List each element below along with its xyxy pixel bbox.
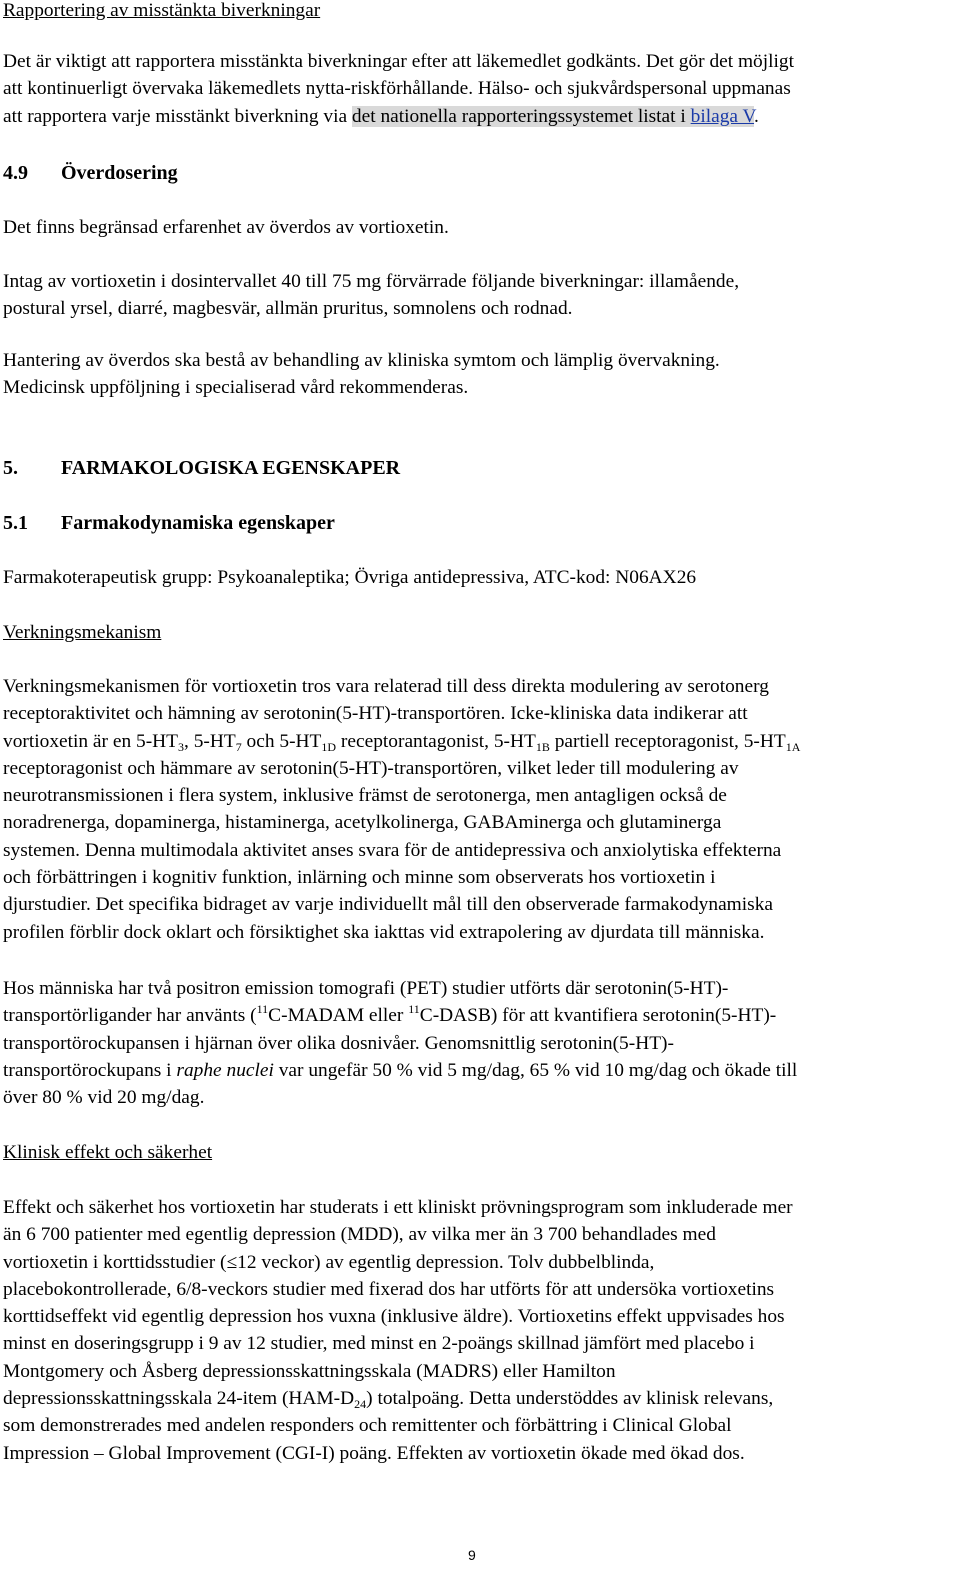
reporting-paragraph <box>3 48 794 130</box>
subscript: 24 <box>354 1397 367 1412</box>
overdose-paragraph-3 <box>3 347 720 402</box>
text-line: som demonstrerades med andelen responders och remittenter och förbättring i Clinical Global <box>3 1415 732 1437</box>
mechanism-paragraph <box>3 673 800 946</box>
text-run: det nationella rapporteringssystemet listat i <box>351 105 691 127</box>
reporting-heading: Rapportering av misstänkta biverkningar <box>3 0 321 21</box>
section-title: FARMAKOLOGISKA EGENSKAPER <box>61 457 401 479</box>
subscript: 1B <box>535 739 550 754</box>
text-run: depressionsskattningsskala 24-item (HAM-D <box>3 1388 355 1410</box>
text-line: receptoragonist och hämmare av serotonin(5-HT)-transportören, vilket leder till modulering av <box>3 757 739 779</box>
text-run: C-MADAM eller <box>268 1005 409 1027</box>
text-run: vortioxetin är en 5-HT <box>3 730 178 752</box>
text-line: Verkningsmekanismen för vortioxetin tros vara relaterad till dess direkta modulering av serotonerg <box>3 676 769 697</box>
text-line: Hantering av överdos ska bestå av behandling av kliniska symtom och lämplig övervakning. <box>3 350 720 371</box>
text-line: vortioxetin i korttidsstudier (≤12 veckor) av egentlig depression. Tolv dubbelblinda, <box>3 1251 655 1273</box>
section-title: Överdosering <box>61 162 178 184</box>
text-line: neurotransmissionen i flera system, inklusive främst de serotonerga, men antagligen också de <box>3 785 727 807</box>
clinical-efficacy-heading: Klinisk effekt och säkerhet <box>3 1142 213 1163</box>
text-line: Montgomery och Åsberg depressionsskattningsskala (MADRS) eller Hamilton <box>3 1360 616 1382</box>
text-line <box>3 1002 797 1029</box>
text-line: än 6 700 patienter med egentlig depression (MDD), av vilka mer än 3 700 behandlades med <box>3 1224 716 1246</box>
text-run: . <box>754 105 759 127</box>
text-run: receptorantagonist, 5-HT <box>336 730 536 752</box>
text-run: , 5-HT <box>184 730 236 752</box>
text-line: korttidseffekt vid egentlig depression hos vuxna (inklusive äldre). Vortioxetins effekt uppvisades hos <box>3 1306 785 1328</box>
section-number: 5. <box>3 457 18 479</box>
text-line <box>3 728 800 755</box>
text-run: transportörligander har använts ( <box>3 1005 257 1027</box>
text-run: att rapportera varje misstänkt biverkning via <box>3 105 352 127</box>
text-line: systemen. Denna multimodala aktivitet anses svara för de antidepressiva och anxiolytiska effekterna <box>3 839 782 861</box>
overdose-paragraph-1: Det finns begränsad erfarenhet av överdos av vortioxetin. <box>3 217 449 238</box>
section-5-1-heading <box>3 509 335 537</box>
text-line <box>3 1385 793 1412</box>
subscript: 1D <box>321 739 337 754</box>
text-line: transportörockupansen i hjärnan över olika dosnivåer. Genomsnittlig serotonin(5-HT)- <box>3 1032 674 1054</box>
italic-text: raphe nuclei <box>176 1059 274 1081</box>
text-line: Hos människa har två positron emission tomografi (PET) studier utförts där serotonin(5-HT)- <box>3 978 729 999</box>
text-line: Medicinsk uppföljning i specialiserad vård rekommenderas. <box>3 377 469 399</box>
text-line: Intag av vortioxetin i dosintervallet 40 till 75 mg förvärrade följande biverkningar: illamående, <box>3 271 740 292</box>
text-line: Det är viktigt att rapportera misstänkta biverkningar efter att läkemedlet godkänts. Det gör det möjligt <box>3 51 795 72</box>
page-number: 9 <box>468 1547 476 1563</box>
section-4-9-heading <box>3 159 178 187</box>
text-line: och förbättringen i kognitiv funktion, inlärning och minne som observerats hos vortioxetin i <box>3 867 716 889</box>
text-line <box>3 103 794 130</box>
section-number: 4.9 <box>3 162 28 184</box>
text-run: C-DASB) för att kvantifiera serotonin(5-HT)- <box>419 1005 777 1027</box>
pet-paragraph <box>3 975 797 1111</box>
overdose-paragraph-2 <box>3 268 739 323</box>
text-line: över 80 % vid 20 mg/dag. <box>3 1087 205 1109</box>
section-number: 5.1 <box>3 512 28 534</box>
text-run: ) totalpoäng. Detta understöddes av klinisk relevans, <box>366 1388 774 1410</box>
text-run: var ungefär 50 % vid 5 mg/dag, 65 % vid 10 mg/dag och ökade till <box>273 1059 798 1081</box>
subscript: 7 <box>235 739 242 754</box>
text-line: postural yrsel, diarré, magbesvär, allmän pruritus, somnolens och rodnad. <box>3 298 573 320</box>
annex-v-link[interactable]: bilaga V <box>690 105 755 127</box>
highlighted-text <box>352 106 754 127</box>
superscript: 11 <box>408 1002 420 1017</box>
section-title: Farmakodynamiska egenskaper <box>61 512 335 534</box>
text-line: att kontinuerligt övervaka läkemedlets nytta-riskförhållande. Hälso- och sjukvårdspersonal uppmanas <box>3 78 791 100</box>
subscript: 1A <box>785 739 801 754</box>
text-line: Effekt och säkerhet hos vortioxetin har studerats i ett kliniskt prövningsprogram som inkluderade mer <box>3 1197 793 1218</box>
section-5-heading <box>3 454 400 482</box>
text-line: Impression – Global Improvement (CGI-I) poäng. Effekten av vortioxetin ökade med ökad dos. <box>3 1442 745 1464</box>
text-line: profilen förblir dock oklart och försiktighet ska iakttas vid extrapolering av djurdata till människa. <box>3 921 765 943</box>
clinical-efficacy-paragraph <box>3 1194 793 1467</box>
text-run: transportörockupans i <box>3 1059 177 1081</box>
text-line <box>3 1057 797 1084</box>
text-line: receptoraktivitet och hämning av serotonin(5-HT)-transportören. Icke-kliniska data indikerar att <box>3 703 748 725</box>
text-line: noradrenerga, dopaminerga, histaminerga, acetylkolinerga, GABAminerga och glutaminerga <box>3 812 722 834</box>
text-line: placebokontrollerade, 6/8-veckors studier med fixerad dos har utförts för att undersöka vortioxetins <box>3 1278 775 1300</box>
subscript: 3 <box>178 739 184 754</box>
text-run: och 5-HT <box>241 730 322 752</box>
text-run: partiell receptoragonist, 5-HT <box>549 730 786 752</box>
pharmacotherapeutic-group: Farmakoterapeutisk grupp: Psykoanaleptika; Övriga antidepressiva, ATC-kod: N06AX26 <box>3 567 697 588</box>
text-line: djurstudier. Det specifika bidraget av varje individuellt mål till den observerade farmakodynamiska <box>3 894 773 916</box>
text-line: minst en doseringsgrupp i 9 av 12 studier, med minst en 2-poängs skillnad jämfört med placebo i <box>3 1333 755 1355</box>
superscript: 11 <box>256 1002 269 1017</box>
mechanism-heading: Verkningsmekanism <box>3 622 162 643</box>
